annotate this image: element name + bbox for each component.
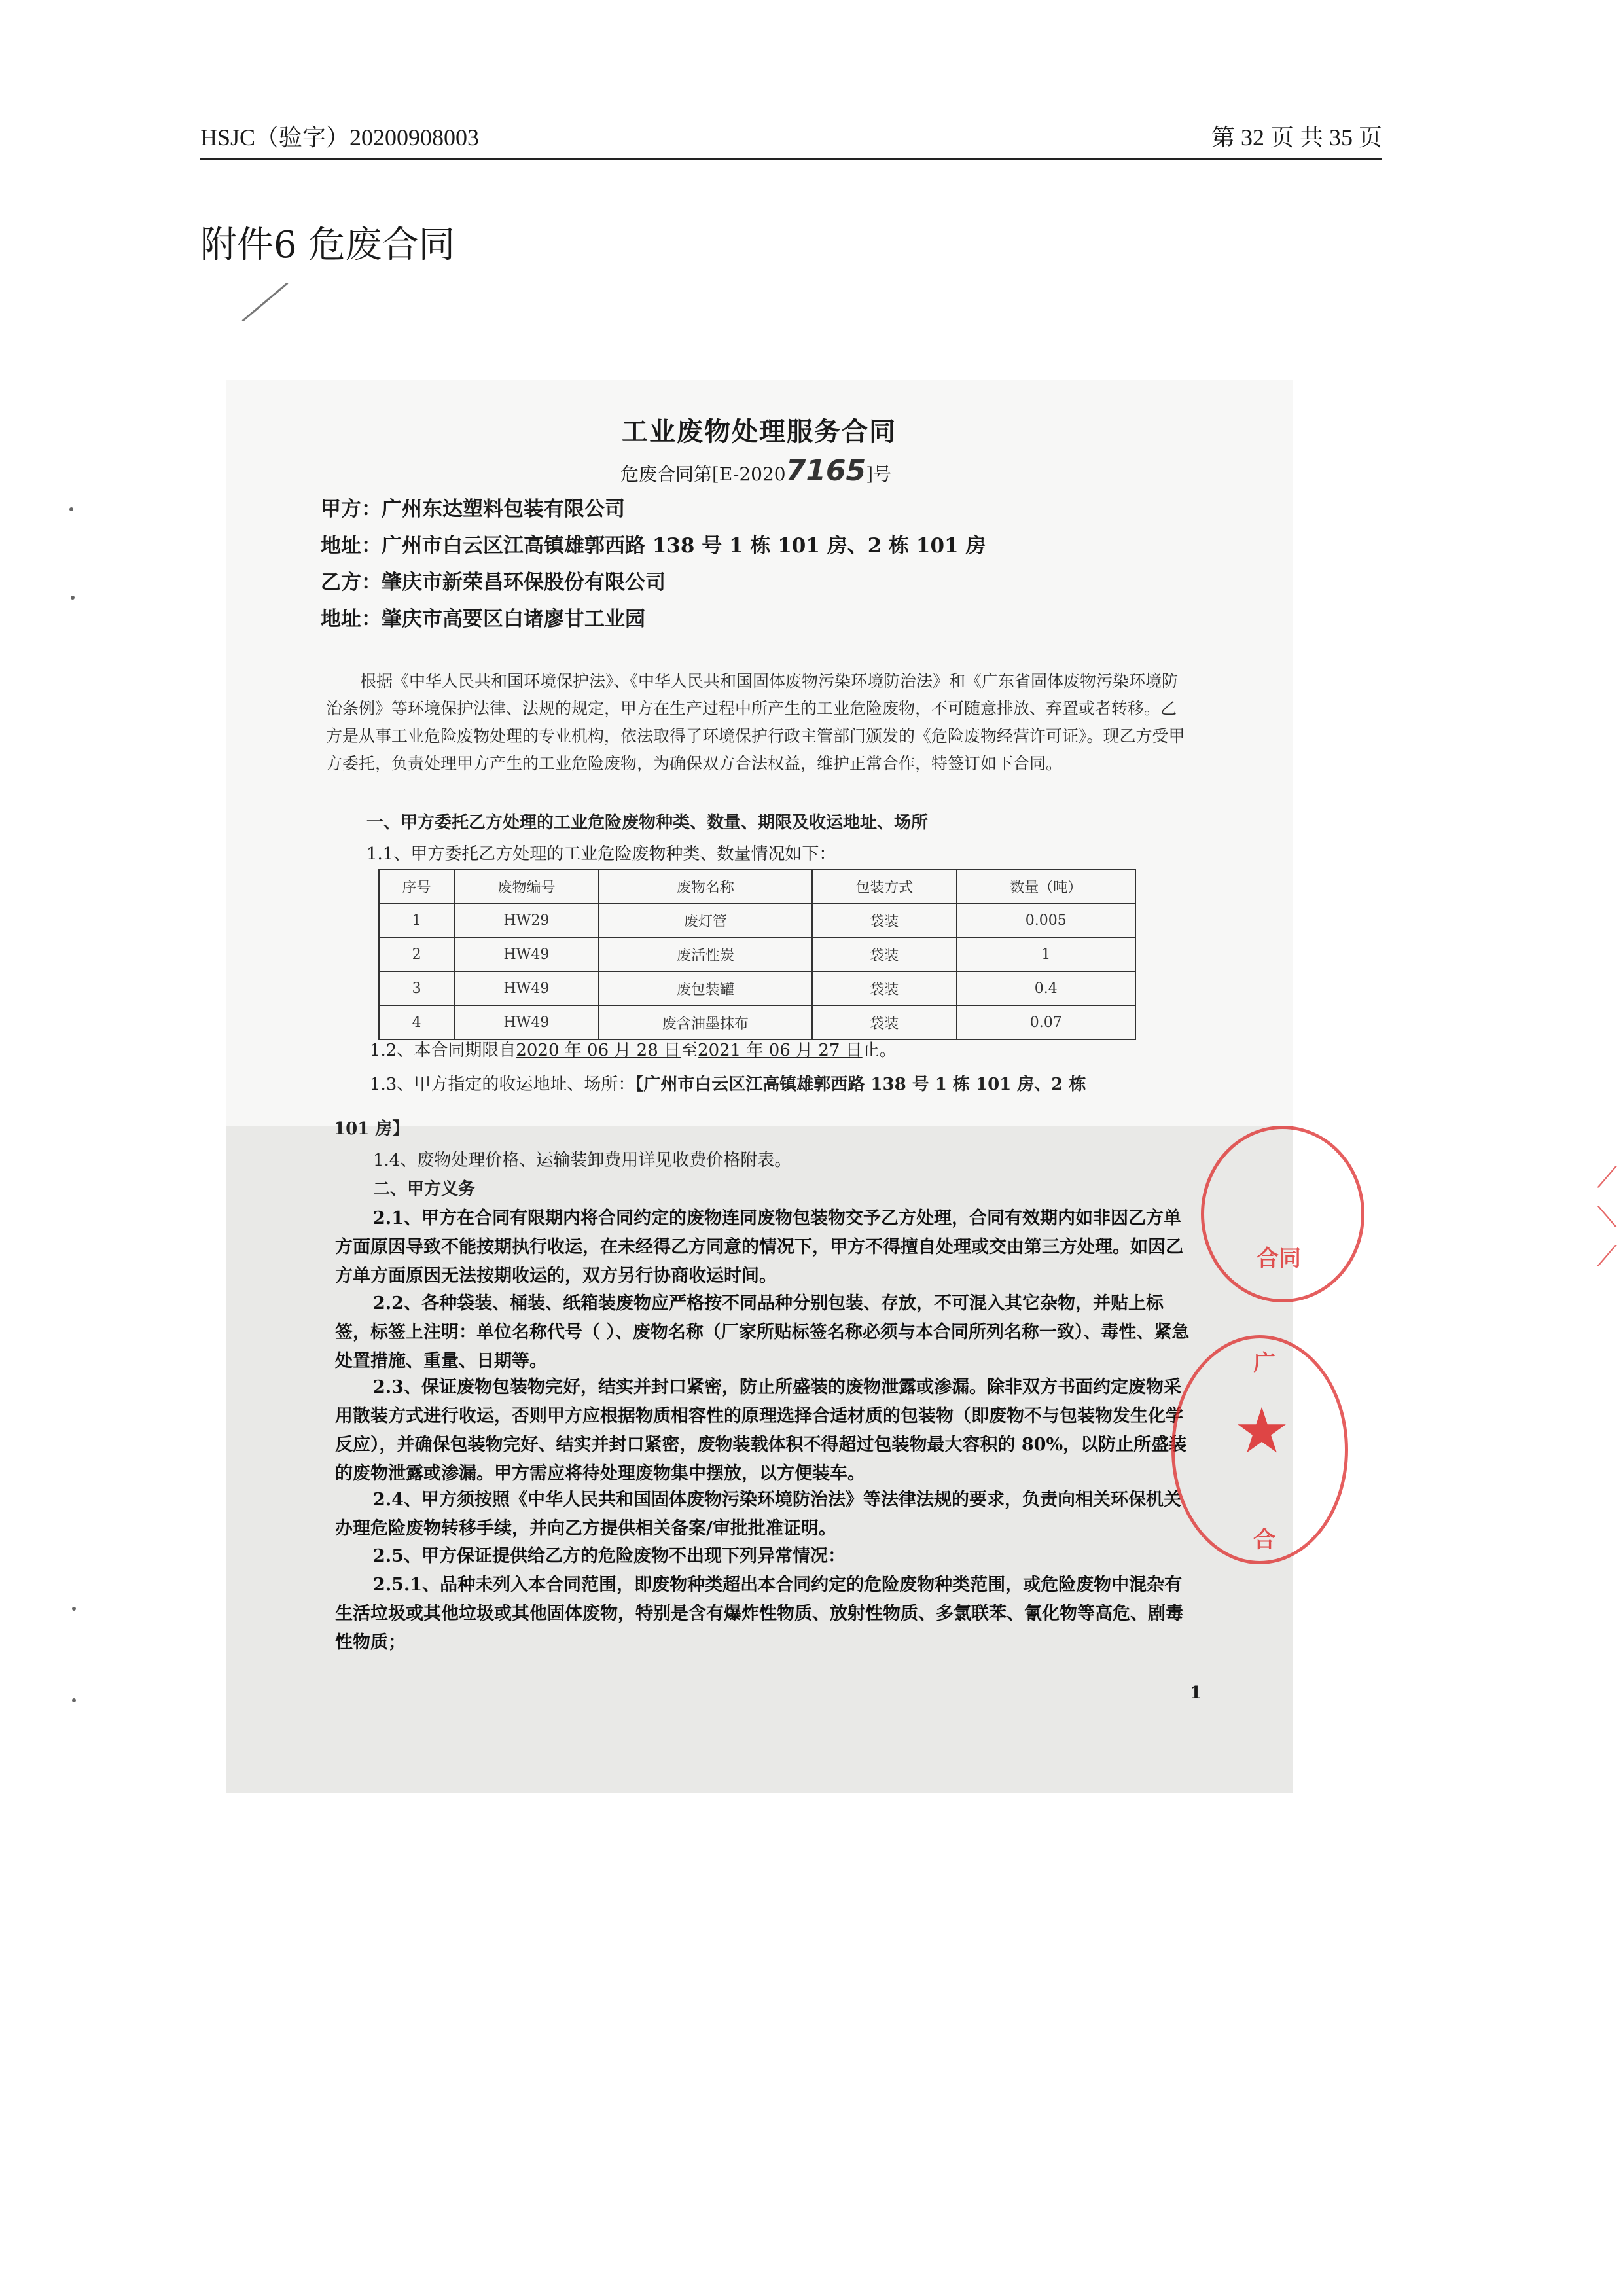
waste-table: [378, 869, 1136, 1040]
table-cell: HW49: [454, 971, 599, 1005]
contract-title: 工业废物处理服务合同: [622, 417, 897, 447]
binding-hole-mark: [72, 1698, 76, 1702]
table-cell: 3: [379, 971, 454, 1005]
col-header: 废物编号: [454, 869, 599, 903]
section-1-title: 一、甲方委托乙方处理的工业危险废物种类、数量、期限及收运地址、场所: [366, 813, 929, 833]
binding-hole-mark: [72, 1607, 76, 1611]
table-cell: 4: [379, 1005, 454, 1039]
clause-1-1: 1.1、甲方委托乙方处理的工业危险废物种类、数量情况如下：: [366, 844, 836, 864]
seal-text: 合: [1253, 1527, 1275, 1553]
clause-1-2-label: 1.2、本合同期限自: [370, 1041, 516, 1060]
section-title: 附件6 危废合同: [200, 224, 455, 266]
contract-intro: 根据《中华人民共和国环境保护法》、《中华人民共和国固体废物污染环境防治法》和《广东省固体废物污染环境防治条例》等环境保护法律、法规的规定，甲方在生产过程中所产生的工业危险废物，不可随意排放、弃置或者转移。乙方是从事工业危险废物处理的专业机构，依法取得了环境保护行政主管部门颁发的《危险废物经营许可证》。现乙方受甲方委托，负责处理甲方产生的工业危险废物，为确保双方合法权益，维护正常合作，特签订如下合同。: [326, 672, 1185, 773]
report-header: [200, 119, 1382, 160]
col-header: 数量（吨）: [957, 869, 1135, 903]
seal-star-icon: ★: [1234, 1394, 1291, 1467]
table-cell: 废含油墨抹布: [599, 1005, 812, 1039]
party-b-address: 地址：肇庆市高要区白诸廖甘工业园: [321, 607, 645, 631]
table-cell: 废包装罐: [599, 971, 812, 1005]
page-info: 第 32 页 共 35 页: [1211, 124, 1382, 151]
end-date: 2021 年 06 月 27 日: [698, 1041, 863, 1060]
seal-text: 广: [1253, 1350, 1275, 1376]
table-cell: 袋装: [812, 903, 957, 937]
clause-2-5: 2.5、甲方保证提供给乙方的危险废物不出现下列异常情况：: [373, 1546, 846, 1566]
contract-number-prefix: 危废合同第[E-2020: [620, 463, 786, 485]
table-cell: 废灯管: [599, 903, 812, 937]
clause-2-5-1: 2.5.1、品种未列入本合同范围，即废物种类超出本合同约定的危险废物种类范围，或危险废物中混杂有生活垃圾或其他垃圾或其他固体废物，特别是含有爆炸性物质、放射性物质、多氯联苯、氰化物等高危、剧毒性物质；: [335, 1575, 1183, 1653]
clause-1-2-end: 止。: [862, 1041, 897, 1060]
table-row: [379, 1005, 1135, 1039]
report-id: HSJC（验字）20200908003: [200, 124, 480, 151]
table-cell: 0.07: [957, 1005, 1135, 1039]
clause-1-2: [370, 1037, 897, 1061]
table-cell: HW49: [454, 1005, 599, 1039]
table-cell: 袋装: [812, 1005, 957, 1039]
contract-number-suffix: ]号: [866, 463, 892, 485]
contract-number: [620, 454, 891, 488]
clause-1-3-address-cont: 101 房】: [334, 1119, 410, 1139]
col-header: 废物名称: [599, 869, 812, 903]
table-cell: 袋装: [812, 971, 957, 1005]
col-header: 包装方式: [812, 869, 957, 903]
clause-2-1: 2.1、甲方在合同有限期内将合同约定的废物连同废物包装物交予乙方处理，合同有效期内如非因乙方单方面原因导致不能按期执行收运，在未经得乙方同意的情况下，甲方不得擅自处理或交由第三方处理。如因乙方单方面原因无法按期收运的，双方另行协商收运时间。: [335, 1208, 1183, 1286]
clause-1-3-address: 【广州市白云区江高镇雄郭西路 138 号 1 栋 101 房、2 栋: [635, 1075, 1086, 1094]
clause-1-3: [370, 1071, 1086, 1095]
party-b: 乙方：肇庆市新荣昌环保股份有限公司: [321, 571, 666, 594]
table-cell: 0.005: [957, 903, 1135, 937]
section-2-title: 二、甲方义务: [373, 1179, 476, 1199]
clause-1-4: 1.4、废物处理价格、运输装卸费用详见收费价格附表。: [373, 1151, 792, 1170]
table-cell: 2: [379, 937, 454, 971]
clause-1-2-to: 至: [681, 1041, 698, 1060]
table-cell: 废活性炭: [599, 937, 812, 971]
start-date: 2020 年 06 月 28 日: [516, 1041, 681, 1060]
contract-page-number: 1: [1190, 1683, 1202, 1703]
clause-2-3: 2.3、保证废物包装物完好，结实并封口紧密，防止所盛装的废物泄露或渗漏。除非双方书面约定废物采用散装方式进行收运，否则甲方应根据物质相容性的原理选择合适材质的包装物（即废物不与包装物发生化学反应），并确保包装物完好、结实并封口紧密，废物装载体积不得超过包装物最大容积的 80%，以防止所盛装的废物泄露或渗漏。甲方需应将待处理废物集中摆放，以方便装车。: [335, 1377, 1187, 1484]
company-seal-upper: [1201, 1126, 1364, 1302]
table-row: [379, 903, 1135, 937]
seal-text: 合同: [1257, 1246, 1301, 1272]
clause-2-4: 2.4、甲方须按照《中华人民共和国固体废物污染环境防治法》等法律法规的要求，负责向相关环保机关办理危险废物转移手续，并向乙方提供相关备案/审批批准证明。: [335, 1490, 1181, 1539]
table-cell: 0.4: [957, 971, 1135, 1005]
table-cell: 袋装: [812, 937, 957, 971]
clause-2-2: 2.2、各种袋装、桶装、纸箱装废物应严格按不同品种分别包装、存放，不可混入其它杂物，并贴上标签，标签上注明：单位名称代号（ ）、废物名称（厂家所贴标签名称必须与本合同所列名称一致）、毒性、紧急处置措施、重量、日期等。: [335, 1293, 1190, 1371]
col-header: 序号: [379, 869, 454, 903]
party-a-address: 地址：广州市白云区江高镇雄郭西路 138 号 1 栋 101 房、2 栋 101 房: [321, 534, 986, 558]
party-a: 甲方：广州东达塑料包装有限公司: [321, 497, 625, 521]
table-cell: 1: [957, 937, 1135, 971]
pen-mark: [242, 282, 289, 321]
clause-1-3-label: 1.3、甲方指定的收运地址、场所：: [370, 1075, 635, 1094]
edge-seal-fragment: ⟋ ⟍ ⟋: [1597, 1161, 1617, 1273]
table-row: [379, 971, 1135, 1005]
table-row: [379, 937, 1135, 971]
waste-table-header: [379, 869, 1135, 903]
contract-number-handwritten: 7165: [785, 454, 866, 488]
binding-hole-mark: [69, 507, 73, 511]
table-cell: HW49: [454, 937, 599, 971]
binding-hole-mark: [71, 596, 75, 600]
table-cell: 1: [379, 903, 454, 937]
table-cell: HW29: [454, 903, 599, 937]
